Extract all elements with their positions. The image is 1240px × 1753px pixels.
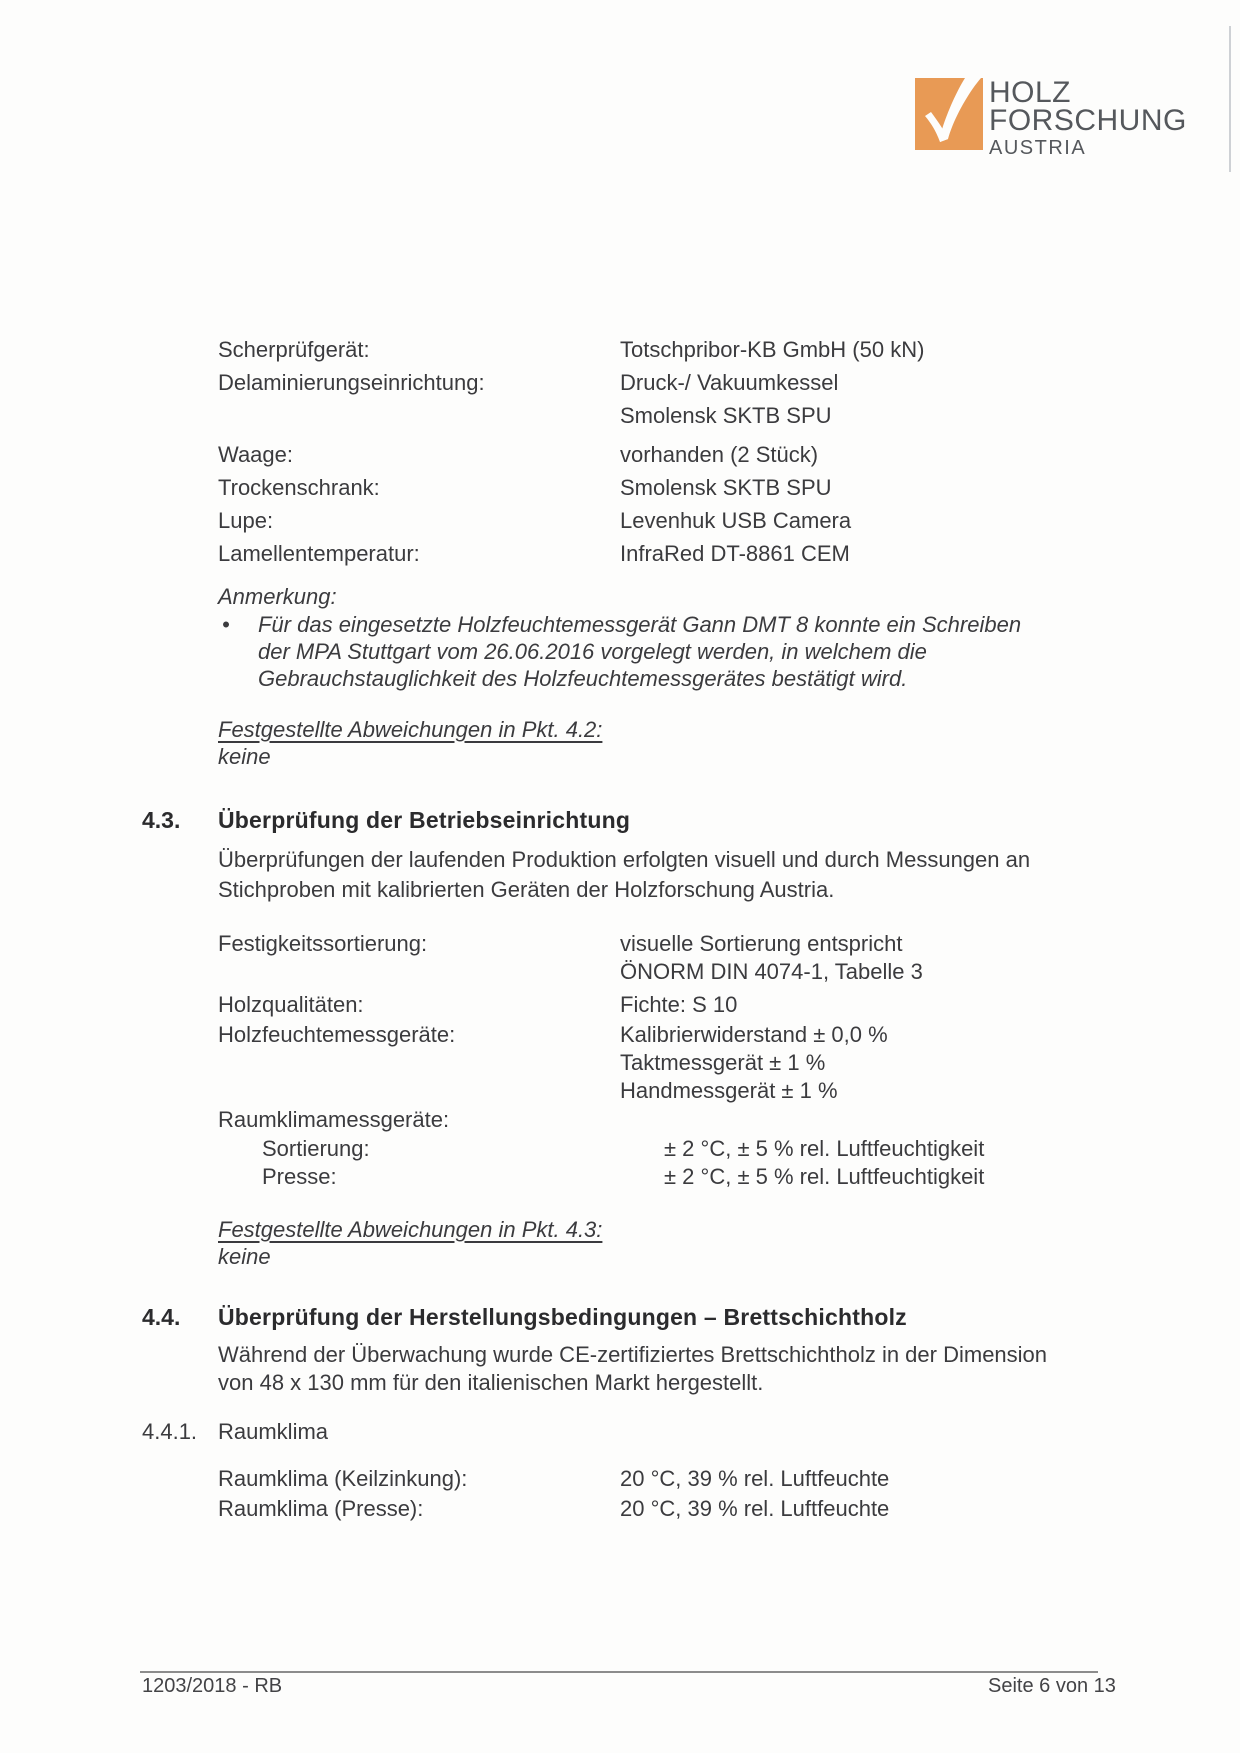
row-value: [620, 1494, 1138, 1524]
note-line: Für das eingesetzte Holzfeuchtemessgerät Gann DMT 8 konnte ein Schreiben: [258, 612, 1022, 637]
equipment-label: Lupe:: [218, 508, 274, 533]
section-number: 4.4.: [142, 1304, 181, 1330]
section-number: 4.3.: [142, 807, 181, 833]
row-value: [620, 1021, 1138, 1105]
list-row: [218, 1021, 1138, 1105]
paragraph-line: Stichproben mit kalibrierten Geräten der Holzforschung Austria.: [218, 877, 835, 902]
equipment-label: Delaminierungseinrichtung:: [218, 370, 485, 395]
equipment-value-line: Smolensk SKTB SPU: [620, 475, 832, 500]
equipment-row: [218, 504, 1138, 537]
equipment-label: Trockenschrank:: [218, 475, 380, 500]
section-4-3-heading: [142, 806, 630, 835]
row-label: Raumklima (Presse):: [218, 1496, 424, 1521]
row-value: [664, 1135, 1138, 1163]
bullet-icon: •: [222, 612, 230, 637]
equipment-value-line: Levenhuk USB Camera: [620, 508, 852, 533]
list-row: [218, 930, 1138, 986]
deviations-value: keine: [218, 1244, 271, 1269]
row-value-line: ÖNORM DIN 4074-1, Tabelle 3: [620, 959, 923, 984]
footer-report-number: 1203/2018 - RB: [142, 1675, 283, 1697]
equipment-value-line: Totschpribor-KB GmbH (50 kN): [620, 337, 925, 362]
row-label: Holzqualitäten:: [218, 992, 364, 1017]
row-value-line: Handmessgerät ± 1 %: [620, 1078, 838, 1103]
section-title: Überprüfung der Herstellungsbedingungen – Brettschichtholz: [218, 1304, 907, 1330]
list-row: [218, 991, 1138, 1019]
footer-rule: [140, 1671, 1098, 1673]
section-number: 4.4.1.: [142, 1419, 198, 1444]
row-value-line: Fichte: S 10: [620, 992, 738, 1017]
logo-text: [989, 76, 1187, 161]
section-4-4-heading: [142, 1303, 907, 1332]
row-value: [620, 991, 1138, 1019]
row-value-line: Kalibrierwiderstand ± 0,0 %: [620, 1022, 888, 1047]
checkmark-icon: [915, 78, 983, 150]
deviations-heading: Festgestellte Abweichungen in Pkt. 4.3:: [218, 1217, 603, 1242]
equipment-value-line: vorhanden (2 Stück): [620, 442, 819, 467]
paragraph-line: Überprüfungen der laufenden Produktion erfolgten visuell und durch Messungen an: [218, 847, 1031, 872]
row-value-line: visuelle Sortierung entspricht: [620, 931, 903, 956]
equipment-row: [218, 333, 1138, 366]
row-value: [620, 930, 1138, 986]
note-line: Gebrauchstauglichkeit des Holzfeuchtemessgerätes bestätigt wird.: [258, 666, 908, 691]
list-row: [218, 1106, 1138, 1134]
footer-page-number: Seite 6 von 13: [988, 1675, 1116, 1697]
section-title: Raumklima: [218, 1419, 329, 1444]
equipment-value-line: InfraRed DT-8861 CEM: [620, 541, 850, 566]
equipment-label: Scherprüfgerät:: [218, 337, 370, 362]
equipment-value: [620, 333, 1138, 366]
scan-artifact-line: [1229, 26, 1231, 172]
row-value-line: 20 °C, 39 % rel. Luftfeuchte: [620, 1466, 890, 1491]
equipment-label: Lamellentemperatur:: [218, 541, 420, 566]
list-row: [218, 1163, 1138, 1191]
equipment-value: [620, 366, 1138, 432]
row-label: Sortierung:: [262, 1136, 370, 1161]
raumklima-list: [218, 1464, 1138, 1524]
note-block: [218, 583, 1138, 692]
deviations-4-3: [218, 1216, 602, 1270]
deviations-4-2: [218, 716, 602, 770]
equipment-value-line: Druck-/ Vakuumkessel: [620, 370, 839, 395]
note-bullet-item: [218, 611, 1138, 692]
note-heading: Anmerkung:: [218, 584, 337, 609]
row-value: [664, 1163, 1138, 1191]
row-label: Raumklimamessgeräte:: [218, 1107, 450, 1132]
equipment-value: [620, 504, 1138, 537]
equipment-value: [620, 537, 1138, 570]
equipment-row: [218, 366, 1138, 432]
list-row: [218, 1464, 1138, 1494]
row-label: Presse:: [262, 1164, 337, 1189]
note-line: der MPA Stuttgart vom 26.06.2016 vorgelegt werden, in welchem die: [258, 639, 927, 664]
equipment-value: [620, 438, 1138, 471]
section-4-4-paragraph: [218, 1341, 1138, 1397]
sorting-equipment-list: [218, 930, 1138, 1191]
equipment-value: [620, 471, 1138, 504]
equipment-label: Waage:: [218, 442, 294, 467]
logo-word-forschung: FORSCHUNG: [989, 104, 1187, 137]
list-row: [218, 1135, 1138, 1163]
row-value-line: ± 2 °C, ± 5 % rel. Luftfeuchtigkeit: [664, 1136, 985, 1161]
paragraph-line: von 48 x 130 mm für den italienischen Markt hergestellt.: [218, 1370, 764, 1395]
section-title: Überprüfung der Betriebseinrichtung: [218, 807, 631, 833]
paragraph-line: Während der Überwachung wurde CE-zertifiziertes Brettschichtholz in der Dimension: [218, 1342, 1048, 1367]
deviations-heading: Festgestellte Abweichungen in Pkt. 4.2:: [218, 717, 603, 742]
holzforschung-logo: [915, 78, 1187, 161]
logo-word-austria: AUSTRIA: [989, 137, 1087, 159]
row-value-line: ± 2 °C, ± 5 % rel. Luftfeuchtigkeit: [664, 1164, 985, 1189]
row-label: Raumklima (Keilzinkung):: [218, 1466, 468, 1491]
row-value: [620, 1464, 1138, 1494]
equipment-list: [218, 333, 1138, 570]
logo-word-holz: HOLZ: [989, 76, 1072, 109]
equipment-row: [218, 537, 1138, 570]
row-value-line: Taktmessgerät ± 1 %: [620, 1050, 826, 1075]
row-value-line: 20 °C, 39 % rel. Luftfeuchte: [620, 1496, 890, 1521]
section-4-3-paragraph: [218, 845, 1138, 905]
list-row: [218, 1494, 1138, 1524]
section-4-4-1-heading: [142, 1418, 328, 1446]
equipment-row: [218, 438, 1138, 471]
deviations-value: keine: [218, 744, 271, 769]
equipment-value-line: Smolensk SKTB SPU: [620, 403, 832, 428]
equipment-row: [218, 471, 1138, 504]
row-label: Festigkeitssortierung:: [218, 931, 428, 956]
row-label: Holzfeuchtemessgeräte:: [218, 1022, 456, 1047]
